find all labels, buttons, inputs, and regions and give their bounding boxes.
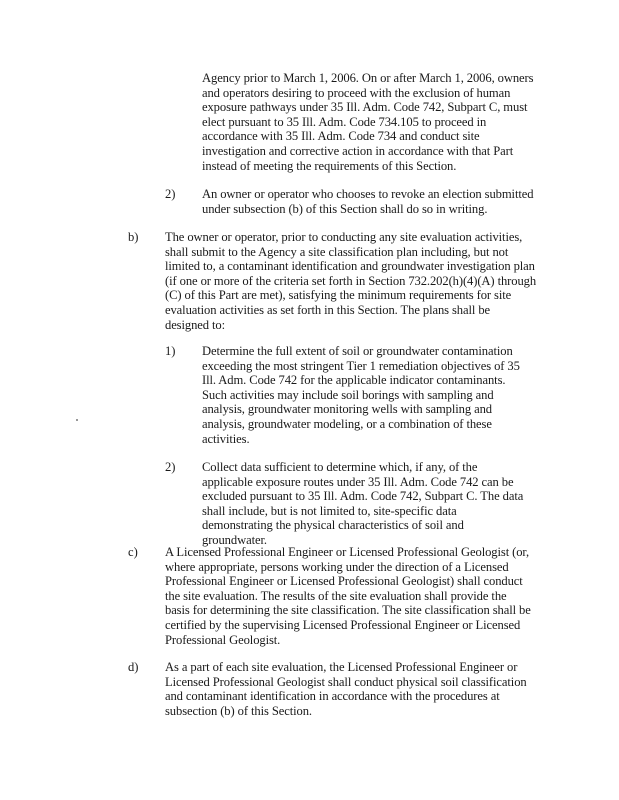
subsection-c-marker: c) [128, 545, 138, 559]
subsection-b-marker: b) [128, 230, 139, 244]
scan-speck [76, 419, 78, 421]
subsection-b-2-text: Collect data sufficient to determine which, if any, of the applicable exposure routes under 35 Ill. Adm. Code 742 can be excluded pursuant to 35 Ill. Adm. Code 742, Subpart C. The data shall include, but is not limited to, site-specific data demonstrating the physical characteristics of soil and groundwater. [202, 460, 524, 547]
subsection-a-continuation: Agency prior to March 1, 2006. On or after March 1, 2006, owners and operators desiring to proceed with the exclusion of human exposure pathways under 35 Ill. Adm. Code 742, Subpart C, must elect pursuant to 35 Ill. Adm. Code 734.105 to proceed in accordance with 35 Ill. Adm. Code 734 and conduct site investigation and corrective action in accordance with that Part instead of meeting the requirements of this Section. [202, 71, 534, 173]
subsection-b-2-marker: 2) [165, 460, 176, 474]
subsection-a-2-text: An owner or operator who chooses to revoke an election submitted under subsection (b) of this Section shall do so in writing. [202, 187, 534, 216]
subsection-d-marker: d) [128, 660, 139, 674]
subsection-b-1-marker: 1) [165, 344, 176, 358]
subsection-b-text: The owner or operator, prior to conducting any site evaluation activities, shall submit to the Agency a site classification plan including, but not limited to, a contaminant identification and groundwater investigation plan (if one or more of the criteria set forth in Section 732.202(h)(4)(A) through (C) of this Part are met), satisfying the minimum requirements for site evaluation activities as set forth in this Section. The plans shall be designed to: [165, 230, 537, 332]
subsection-b-1-text: Determine the full extent of soil or groundwater contamination exceeding the most stringent Tier 1 remediation objectives of 35 Ill. Adm. Code 742 for the applicable indicator contaminants. Such activities may include soil borings with sampling and analysis, groundwater monitoring wells with sampling and analysis, groundwater modeling, or a combination of these activities. [202, 344, 520, 446]
subsection-c-text: A Licensed Professional Engineer or Licensed Professional Geologist (or, where appropriate, persons working under the direction of a Licensed Professional Engineer or Licensed Professional Geologist) shall conduct the site evaluation. The results of the site evaluation shall provide the basis for determining the site classification. The site classification shall be certified by the supervising Licensed Professional Engineer or Licensed Professional Geologist. [165, 545, 531, 647]
subsection-a-2-marker: 2) [165, 187, 176, 201]
subsection-d-text: As a part of each site evaluation, the Licensed Professional Engineer or Licensed Professional Geologist shall conduct physical soil classification and contaminant identification in accordance with the procedures at subsection (b) of this Section. [165, 660, 527, 718]
